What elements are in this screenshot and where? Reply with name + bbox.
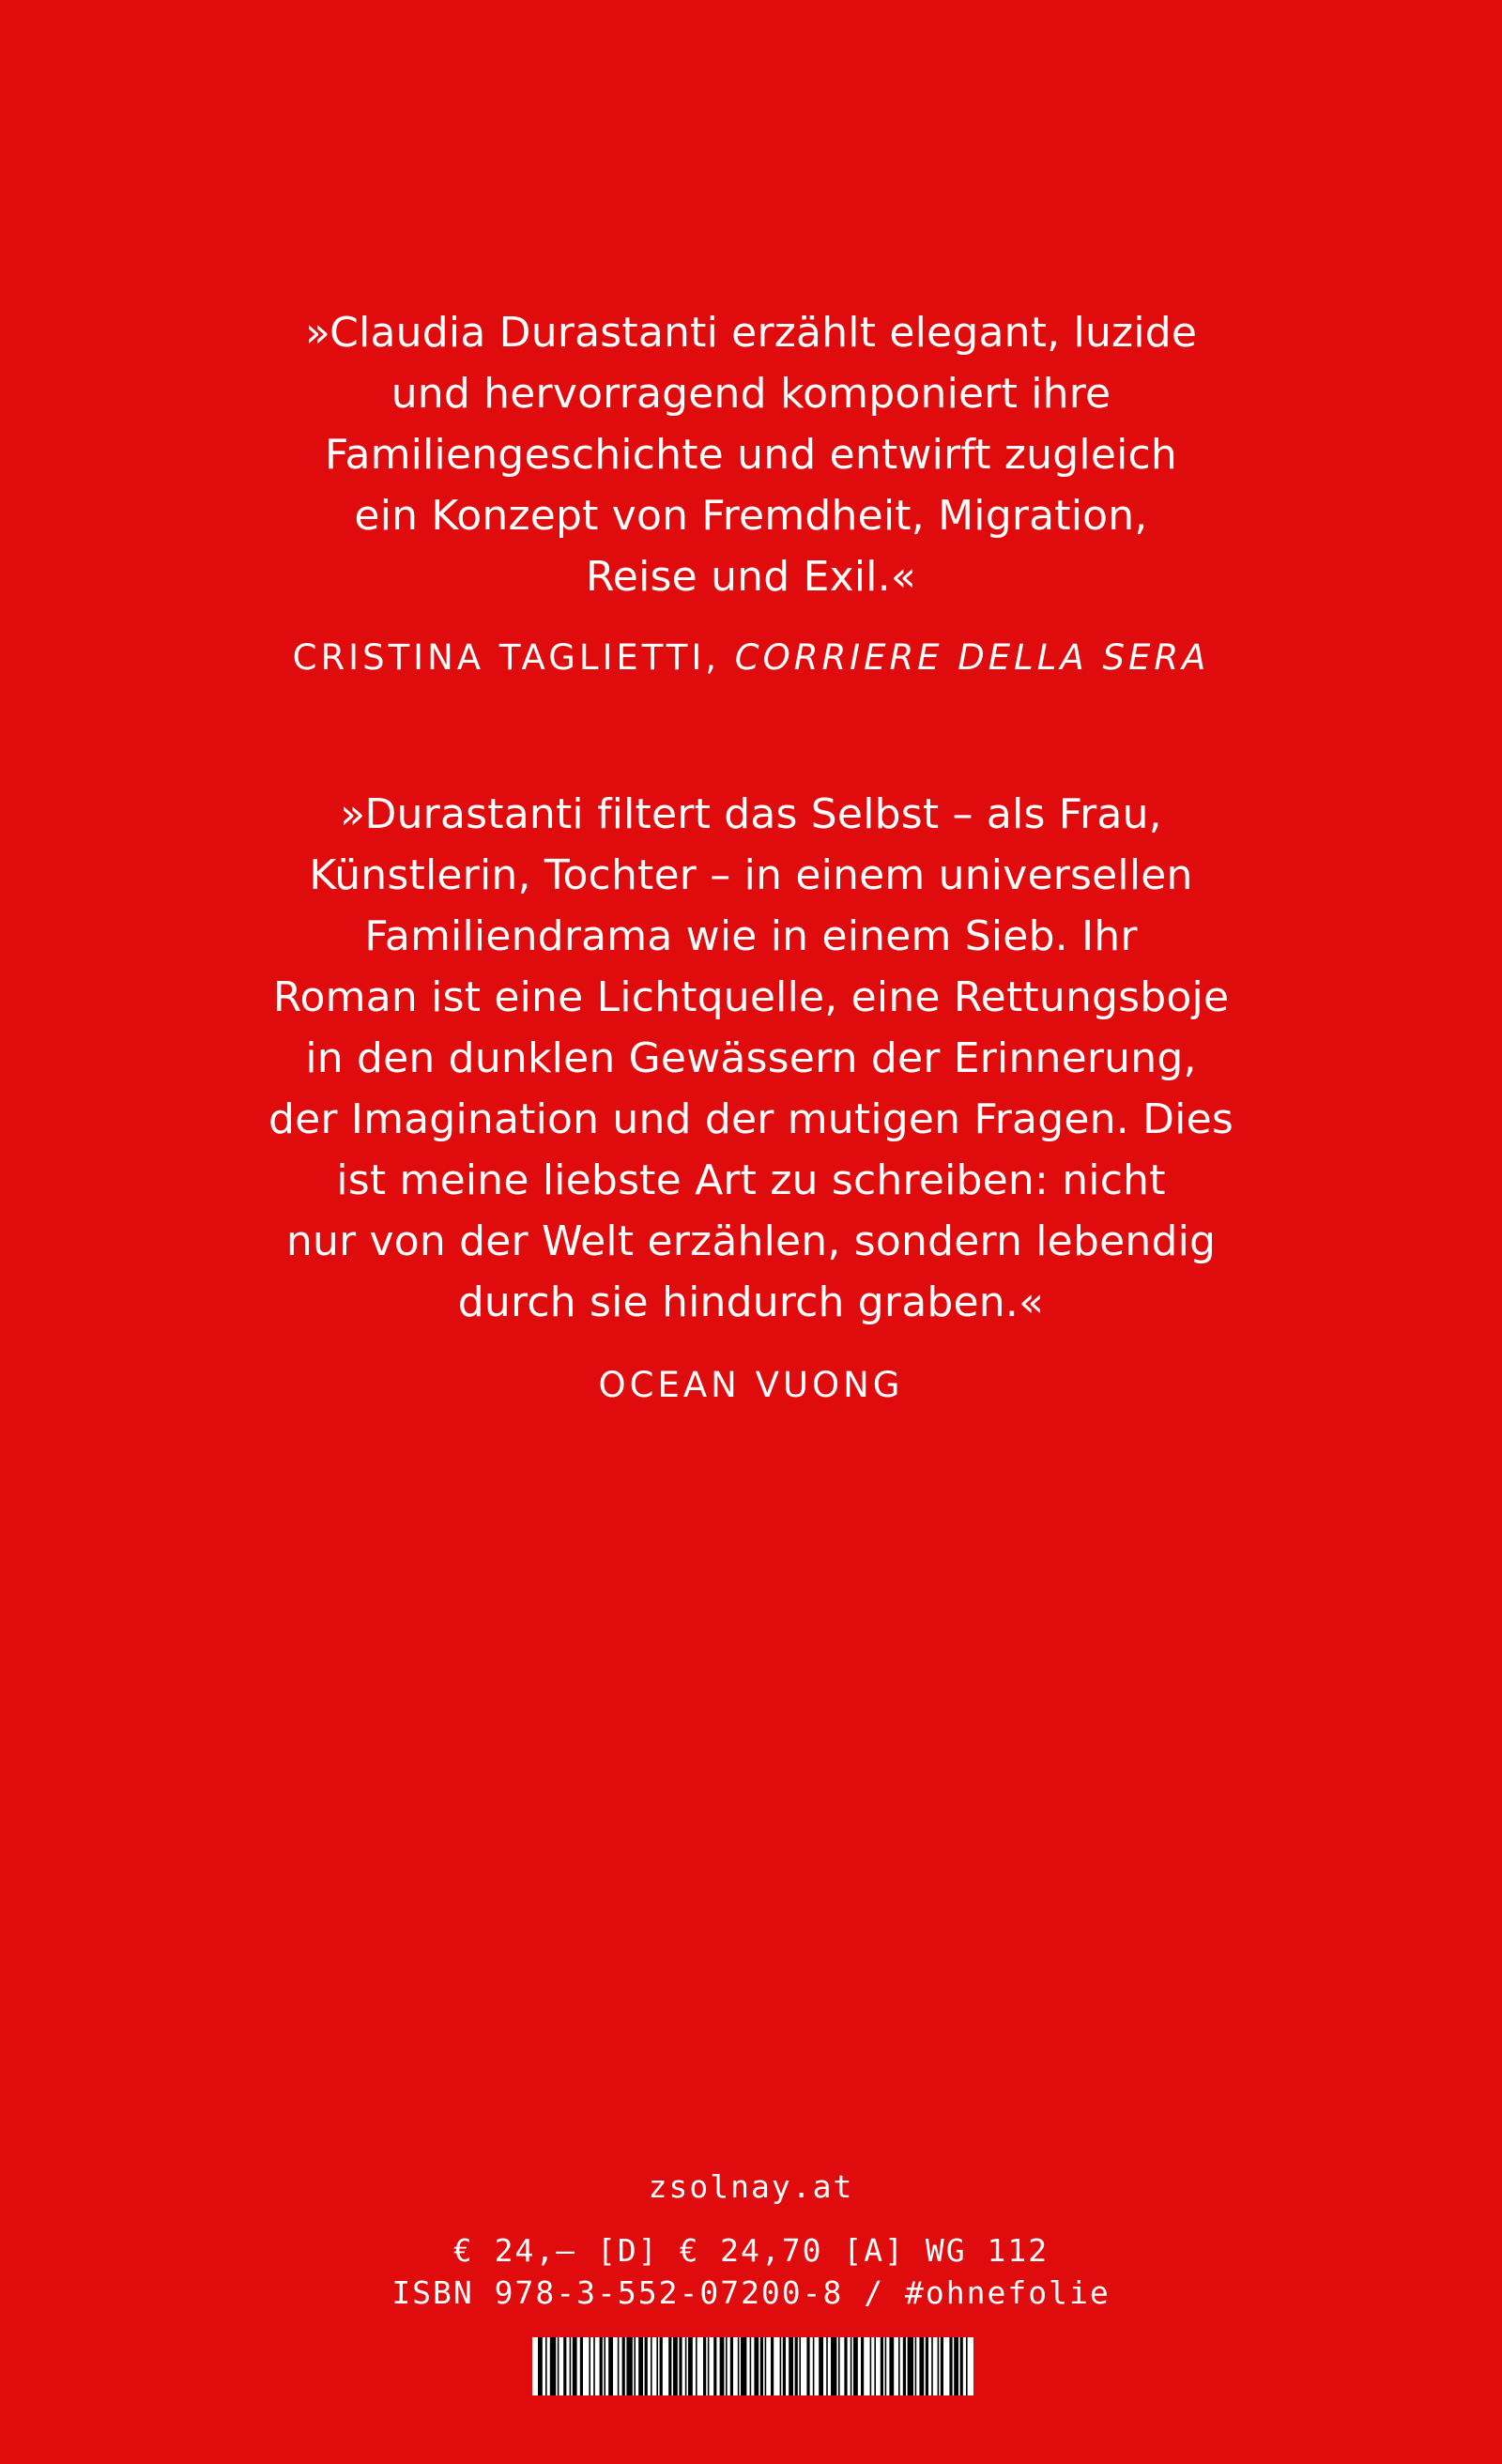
barcode-stripe (673, 2337, 678, 2395)
barcode-stripe (760, 2337, 763, 2395)
attribution-author: OCEAN VUONG (598, 1365, 904, 1405)
barcode-stripe (708, 2337, 710, 2395)
barcode-stripe (941, 2337, 943, 2395)
isbn-line: ISBN 978-3-552-07200-8 / #ohnefolie (391, 2274, 1111, 2311)
barcode-stripe (600, 2337, 603, 2395)
barcode-stripe (966, 2337, 968, 2395)
blurb-quote (188, 302, 1314, 607)
quote-line: der Imagination und der mutigen Fragen. Dies (268, 1095, 1234, 1143)
barcode-stripe (853, 2337, 858, 2395)
quote-line: ein Konzept von Fremdheit, Migration, (354, 492, 1148, 540)
barcode-stripe (881, 2337, 883, 2395)
quote-line: Familiengeschichte und entwirft zugleich (324, 431, 1177, 479)
barcode-stripe (696, 2337, 697, 2395)
quote-line: nur von der Welt erzählen, sondern lebendig (285, 1217, 1217, 1265)
quote-line: in den dunklen Gewässern der Erinnerung, (305, 1034, 1197, 1082)
barcode-stripe (844, 2337, 847, 2395)
barcode-stripe (660, 2337, 663, 2395)
barcode-stripe (861, 2337, 864, 2395)
quote-line: und hervorragend komponiert ihre (391, 370, 1111, 418)
barcode-stripe (580, 2337, 583, 2395)
barcode-stripe (730, 2337, 733, 2395)
barcode-stripe (738, 2337, 740, 2395)
barcode-stripe (754, 2337, 759, 2395)
barcode-stripe (795, 2337, 798, 2395)
barcode-stripe (908, 2337, 913, 2395)
quote-attribution (188, 635, 1314, 681)
barcode-stripe (604, 2337, 605, 2395)
barcode-stripe (563, 2337, 566, 2395)
barcode-stripe (679, 2337, 682, 2395)
barcode-stripe (668, 2337, 671, 2395)
barcode-stripe (885, 2337, 887, 2395)
barcode-stripe (874, 2337, 876, 2395)
barcode-stripe (780, 2337, 782, 2395)
barcode-stripe (558, 2337, 559, 2395)
quote-line: »Claudia Durastanti erzählt elegant, luzide (304, 309, 1198, 357)
barcode-stripe (570, 2337, 572, 2395)
barcode-stripe (651, 2337, 652, 2395)
barcode-stripe (783, 2337, 786, 2395)
barcode-stripe (626, 2337, 632, 2395)
barcode-stripe (634, 2337, 636, 2395)
barcode-stripe (589, 2337, 590, 2395)
barcode-stripe (851, 2337, 852, 2395)
barcode-stripe (903, 2337, 906, 2395)
quote-line: Familiendrama wie in einem Sieb. Ihr (364, 912, 1138, 960)
barcode-stripe (838, 2337, 840, 2395)
barcode-stripe (949, 2337, 952, 2395)
publisher-website: zsolnay.at (648, 2168, 854, 2205)
barcode-stripe (826, 2337, 828, 2395)
quote-attribution (188, 1362, 1314, 1409)
quote-line: Roman ist eine Lichtquelle, eine Rettungsboje (272, 973, 1230, 1021)
barcode-stripe (771, 2337, 774, 2395)
barcode-stripe (618, 2337, 620, 2395)
blurb-quote (188, 784, 1314, 1333)
quote-line: Reise und Exil.« (586, 553, 916, 601)
attribution-author: CRISTINA TAGLIETTI, (292, 637, 721, 678)
barcode-stripe (538, 2337, 543, 2395)
quote-line: durch sie hindurch graben.« (457, 1278, 1045, 1326)
quote-line: ist meine liebste Art zu schreiben: nicht (336, 1156, 1166, 1204)
barcode-stripe (750, 2337, 752, 2395)
barcode-icon (534, 2337, 972, 2395)
barcode-stripe (638, 2337, 643, 2395)
barcode-stripe (726, 2337, 728, 2395)
barcode-stripe (608, 2337, 613, 2395)
barcode-stripe (789, 2337, 793, 2395)
attribution-source: CORRIERE DELLA SERA (734, 637, 1210, 678)
barcode-stripe (645, 2337, 648, 2395)
barcode-stripe (593, 2337, 595, 2395)
barcode-stripe (813, 2337, 815, 2395)
barcode-stripe (685, 2337, 687, 2395)
barcode-stripe (870, 2337, 872, 2395)
barcode-stripe (622, 2337, 625, 2395)
barcode-stripe (960, 2337, 963, 2395)
barcode-stripe (765, 2337, 767, 2395)
barcode-stripe (831, 2337, 836, 2395)
barcode-stripe (573, 2337, 577, 2395)
barcode (532, 2337, 973, 2395)
barcode-stripe (545, 2337, 547, 2395)
barcode-stripe (938, 2337, 940, 2395)
quote-line: »Durastanti filtert das Selbst – als Frau, (340, 790, 1162, 838)
barcode-stripe (926, 2337, 928, 2395)
barcode-stripe (915, 2337, 917, 2395)
barcode-stripe (806, 2337, 809, 2395)
barcode-stripe (889, 2337, 894, 2395)
barcode-stripe (799, 2337, 801, 2395)
barcode-stripe (954, 2337, 958, 2395)
barcode-stripe (688, 2337, 693, 2395)
barcode-stripe (550, 2337, 556, 2395)
barcode-stripe (720, 2337, 725, 2395)
barcode-stripe (898, 2337, 900, 2395)
barcode-stripe (931, 2337, 933, 2395)
barcode-stripe (656, 2337, 658, 2395)
barcode-stripe (919, 2337, 924, 2395)
barcode-stripe (713, 2337, 716, 2395)
quote-line: Künstlerin, Tochter – in einem universellen (309, 851, 1193, 899)
price-line: € 24,– [D] € 24,70 [A] WG 112 (452, 2232, 1050, 2269)
barcode-stripe (741, 2337, 746, 2395)
barcode-stripe (819, 2337, 823, 2395)
barcode-stripe (703, 2337, 706, 2395)
